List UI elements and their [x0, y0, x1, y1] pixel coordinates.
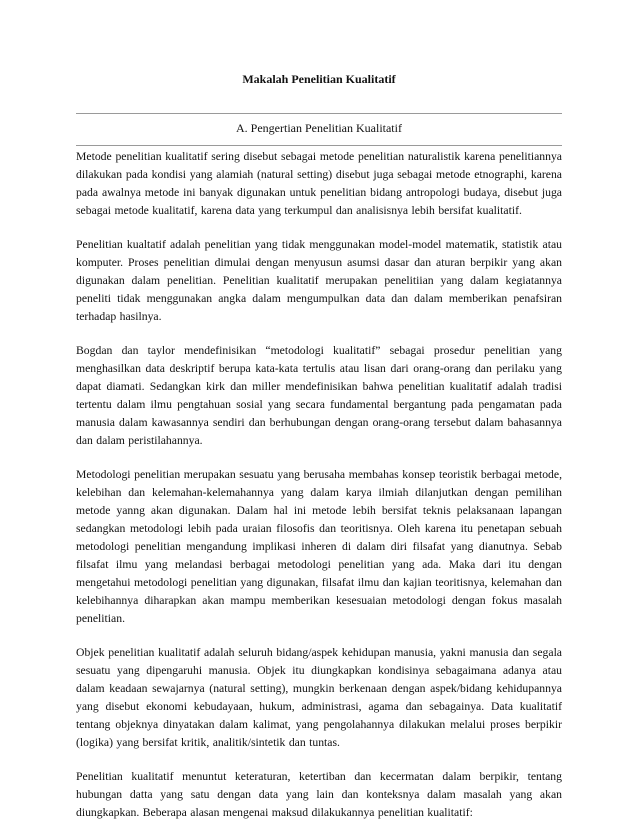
- section-heading: A. Pengertian Penelitian Kualitatif: [236, 121, 402, 135]
- paragraph-2: Penelitian kualtatif adalah penelitian yang tidak menggunakan model-model matematik, statistik atau komputer. Proses penelitian dimulai dengan menyusun asumsi dasar dan aturan berpikir yang akan digunakan dalam penelitian. Penelitian kualitatif merupakan penelitiian yang dalam kegiatannya peneliti tidak menggunakan angka dalam mengumpulkan data dan dalam memberikan penafsiran terhadap hasilnya.: [76, 238, 562, 323]
- paragraph-1: Metode penelitian kualitatif sering disebut sebagai metode penelitian naturalistik karena penelitiannya dilakukan pada kondisi yang alamiah (natural setting) disebut juga sebagai metode etnographi, karena pada awalnya metode ini banyak digunakan untuk penelitian bidang antropologi budaya, disebut juga sebagai metode kualitatif, karena data yang terkumpul dan analisisnya lebih bersifat kualitatif.: [76, 150, 562, 217]
- paragraph-6: Penelitian kualitatif menuntut keteraturan, ketertiban dan kecermatan dalam berpikir, tentang hubungan datta yang satu dengan data yang lain dan konteksnya dalam masalah yang akan diungkapkan. Beberapa alasan mengenai maksud dilakukannya penelitian kualitatif:: [76, 770, 562, 819]
- heading-bottom-rule: [76, 145, 562, 146]
- paragraph-5: Objek penelitian kualitatif adalah seluruh bidang/aspek kehidupan manusia, yakni manusia dan segala sesuatu yang dipengaruhi manusia. Objek itu diungkapkan kondisinya sebagaimana adanya atau dalam keadaan sewajarnya (natural setting), mungkin berkenaan dengan aspek/bidang kehidupannya yang disebut ekonomi kebudayaan, hukum, administrasi, agama dan sebagainya. Data kualitatif tentang objeknya dinyatakan dalam kalimat, yang pengolahannya dilakukan melalui proses berpikir (logika) yang bersifat kritik, analitik/sintetik dan tuntas.: [76, 646, 562, 749]
- document-title: Makalah Penelitian Kualitatif: [242, 72, 396, 86]
- heading-top-rule: [76, 113, 562, 114]
- paragraph-3: Bogdan dan taylor mendefinisikan “metodologi kualitatif” sebagai prosedur penelitian yang menghasilkan data deskriptif berupa kata-kata tertulis atau lisan dari orang-orang dan perilaku yang dapat diamati. Sedangkan kirk dan miller mendefinisikan bahwa penelitian kualitatif adalah tradisi tertentu dalam ilmu pengtahuan sosial yang secara fundamental bergantung pada pengamatan pada manusia dalam kawasannya sendiri dan berhubungan dengan orang-orang tersebut dalam bahasannya dan dalam peristilahannya.: [76, 344, 562, 447]
- paragraph-4: Metodologi penelitian merupakan sesuatu yang berusaha membahas konsep teoristik berbagai metode, kelebihan dan kelemahan-kelemahannya yang dalam karya ilmiah dilanjutkan dengan pemilihan metode yanng akan digunakan. Dalam hal ini metode lebih bersifat teknis pelaksanaan lapangan sedangkan metodologi lebih pada uraian filosofis dan teoritisnya. Oleh karena itu penetapan sebuah metodologi penelitian mengandung implikasi inheren di dalam diri filsafat yang dianutnya. Sebab filsafat ilmu yang melandasi berbagai metodologi penelitian yang ada. Maka dari itu dengan mengetahui metodologi penelitian yang digunakan, filsafat ilmu dan kajian teoritisnya, kelemahan dan kelebihannya diharapkan akan mampu memberikan kesesuaian metodologi dengan fokus masalah penelitian.: [76, 468, 562, 625]
- document-body: [76, 148, 562, 838]
